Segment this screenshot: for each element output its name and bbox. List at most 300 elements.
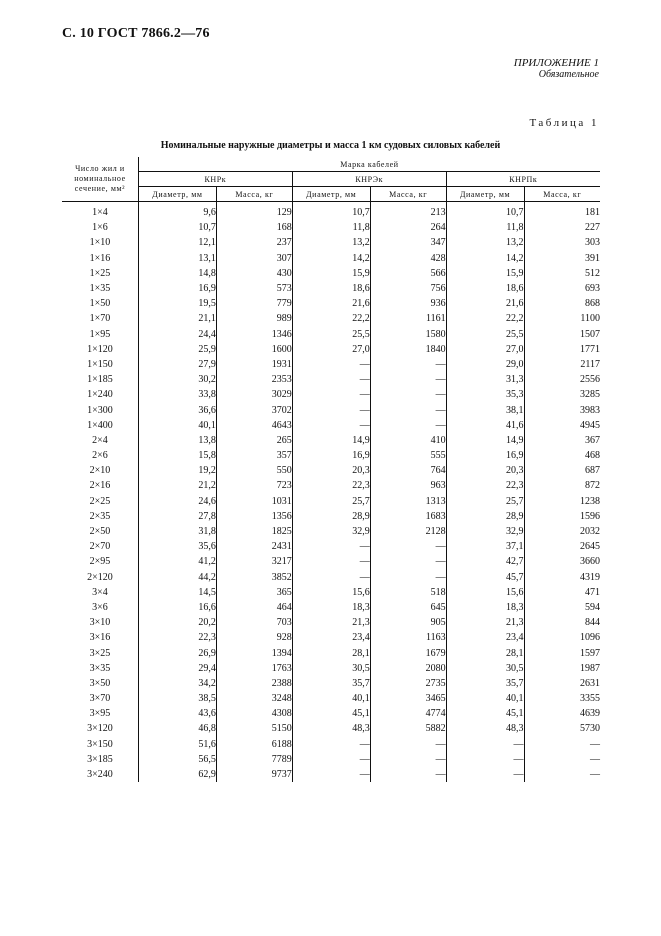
cell-knrek-mass: — — [370, 767, 446, 782]
cell-knrpk-diameter: 21,3 — [446, 615, 524, 630]
header-brand-group: Марка кабелей — [138, 157, 600, 172]
cell-knrk-diameter: 14,8 — [138, 266, 216, 281]
cell-knrek-mass: — — [370, 357, 446, 372]
cell-section: 3×95 — [89, 708, 111, 720]
cell-knrek-mass: 2128 — [370, 524, 446, 539]
cell-knrk-diameter: 22,3 — [138, 630, 216, 645]
cell-knrk-mass: 3029 — [216, 387, 292, 402]
cell-knrk-mass: 550 — [216, 463, 292, 478]
cell-knrek-mass: — — [370, 737, 446, 752]
header-brand-knrek: КНРЭк — [292, 172, 446, 187]
cell-knrpk-mass: 1771 — [524, 342, 600, 357]
cell-knrek-diameter: 25,5 — [292, 327, 370, 342]
table-row — [62, 433, 600, 448]
table-row — [62, 387, 600, 402]
cell-section: 1×185 — [87, 374, 113, 386]
table-row — [62, 220, 600, 235]
cell-knrpk-mass: 227 — [524, 220, 600, 235]
cell-knrpk-diameter: 18,6 — [446, 281, 524, 296]
cell-knrk-mass: 365 — [216, 585, 292, 600]
cell-knrpk-mass: 868 — [524, 296, 600, 311]
cell-knrpk-mass: — — [524, 752, 600, 767]
cell-knrk-diameter: 27,8 — [138, 509, 216, 524]
cell-section: 1×95 — [89, 328, 111, 340]
table-body — [62, 202, 600, 783]
header-diameter: Диаметр, мм — [138, 187, 216, 202]
table-row — [62, 539, 600, 554]
appendix-subtitle: Обязательное — [538, 69, 599, 80]
cell-knrek-diameter: — — [292, 372, 370, 387]
cell-knrk-diameter: 15,8 — [138, 448, 216, 463]
cell-knrek-mass: 756 — [370, 281, 446, 296]
cell-knrpk-mass: — — [524, 737, 600, 752]
table-row — [62, 767, 600, 782]
table-row — [62, 661, 600, 676]
cell-knrpk-mass: 594 — [524, 600, 600, 615]
cell-knrpk-mass: 2556 — [524, 372, 600, 387]
cell-knrek-mass: — — [370, 539, 446, 554]
cell-knrpk-mass: 1987 — [524, 661, 600, 676]
table-row — [62, 615, 600, 630]
cell-knrek-mass: 1161 — [370, 311, 446, 326]
cell-knrk-diameter: 38,5 — [138, 691, 216, 706]
cell-section: 1×150 — [87, 358, 113, 370]
cell-knrk-diameter: 40,1 — [138, 418, 216, 433]
header-diameter: Диаметр, мм — [446, 187, 524, 202]
cell-knrpk-mass: 1507 — [524, 327, 600, 342]
table-row — [62, 752, 600, 767]
cell-knrpk-diameter: 14,2 — [446, 251, 524, 266]
cell-section: 3×35 — [89, 662, 111, 674]
table-row — [62, 235, 600, 250]
table-row — [62, 296, 600, 311]
cell-knrek-mass: 1313 — [370, 494, 446, 509]
cell-knrpk-diameter: 38,1 — [446, 402, 524, 417]
cell-knrek-diameter: 45,1 — [292, 706, 370, 721]
cell-knrek-diameter: — — [292, 357, 370, 372]
cell-knrk-mass: 1346 — [216, 327, 292, 342]
cell-knrek-diameter: 20,3 — [292, 463, 370, 478]
cell-section: 1×25 — [89, 267, 111, 279]
table-row — [62, 570, 600, 585]
cell-knrk-mass: 1356 — [216, 509, 292, 524]
cell-knrek-diameter: 40,1 — [292, 691, 370, 706]
cell-knrpk-diameter: 45,1 — [446, 706, 524, 721]
cell-section: 3×150 — [87, 738, 113, 750]
cell-section: 1×120 — [87, 343, 113, 355]
table-row — [62, 630, 600, 645]
cell-section: 2×10 — [89, 465, 111, 477]
cell-knrk-mass: 1600 — [216, 342, 292, 357]
table-row — [62, 448, 600, 463]
cell-knrpk-mass: 4319 — [524, 570, 600, 585]
cell-knrk-mass: 2388 — [216, 676, 292, 691]
cell-section: 2×25 — [89, 495, 111, 507]
table-row — [62, 202, 600, 221]
cell-knrpk-diameter: 25,7 — [446, 494, 524, 509]
header-brand-knrk: КНРк — [138, 172, 292, 187]
cell-knrk-mass: 3217 — [216, 554, 292, 569]
cell-section: 1×300 — [87, 404, 113, 416]
table-row — [62, 554, 600, 569]
cell-knrpk-mass: 693 — [524, 281, 600, 296]
cell-knrek-diameter: — — [292, 418, 370, 433]
cell-knrek-diameter: — — [292, 570, 370, 585]
cell-knrek-mass: — — [370, 402, 446, 417]
cell-knrek-mass: 936 — [370, 296, 446, 311]
cell-knrek-diameter: 21,6 — [292, 296, 370, 311]
cell-knrk-diameter: 31,8 — [138, 524, 216, 539]
cell-knrpk-diameter: 28,1 — [446, 645, 524, 660]
cell-knrk-mass: 3702 — [216, 402, 292, 417]
cell-knrk-mass: 4643 — [216, 418, 292, 433]
table-row — [62, 721, 600, 736]
cell-knrek-mass: 264 — [370, 220, 446, 235]
cell-section: 3×10 — [89, 617, 111, 629]
cell-knrk-mass: 5150 — [216, 721, 292, 736]
cell-knrpk-diameter: 41,6 — [446, 418, 524, 433]
table-row — [62, 737, 600, 752]
cell-section: 2×35 — [89, 510, 111, 522]
cell-knrek-mass: 1840 — [370, 342, 446, 357]
cell-knrpk-diameter: 29,0 — [446, 357, 524, 372]
table-title: Номинальные наружные диаметры и масса 1 км судовых силовых кабелей — [160, 140, 501, 151]
cell-knrpk-diameter: 25,5 — [446, 327, 524, 342]
cell-knrek-diameter: 32,9 — [292, 524, 370, 539]
cell-knrk-diameter: 13,8 — [138, 433, 216, 448]
cell-knrk-diameter: 44,2 — [138, 570, 216, 585]
cell-knrk-mass: 265 — [216, 433, 292, 448]
cell-knrk-mass: 779 — [216, 296, 292, 311]
table-row — [62, 478, 600, 493]
cell-knrpk-diameter: 18,3 — [446, 600, 524, 615]
cell-knrpk-mass: 844 — [524, 615, 600, 630]
cell-section: 3×70 — [89, 693, 111, 705]
cell-knrk-diameter: 46,8 — [138, 721, 216, 736]
cell-knrek-diameter: — — [292, 387, 370, 402]
cell-knrek-mass: — — [370, 752, 446, 767]
header-mass: Масса, кг — [524, 187, 600, 202]
cell-knrk-mass: 357 — [216, 448, 292, 463]
cell-knrk-mass: 9737 — [216, 767, 292, 782]
cell-knrk-diameter: 43,6 — [138, 706, 216, 721]
cell-knrk-diameter: 26,9 — [138, 645, 216, 660]
cell-knrk-diameter: 14,5 — [138, 585, 216, 600]
cell-knrek-diameter: — — [292, 752, 370, 767]
cell-knrpk-mass: 1238 — [524, 494, 600, 509]
cell-knrpk-mass: 2032 — [524, 524, 600, 539]
header-mass: Масса, кг — [370, 187, 446, 202]
cell-knrpk-mass: 471 — [524, 585, 600, 600]
cell-knrek-mass: 428 — [370, 251, 446, 266]
cell-section: 1×50 — [89, 298, 111, 310]
table-row — [62, 691, 600, 706]
appendix-title: ПРИЛОЖЕНИЕ 1 — [513, 57, 599, 69]
table-row — [62, 509, 600, 524]
table-row — [62, 342, 600, 357]
cell-knrk-mass: 2431 — [216, 539, 292, 554]
cell-knrpk-mass: 1100 — [524, 311, 600, 326]
cell-section: 1×4 — [92, 207, 108, 219]
cell-knrk-diameter: 21,2 — [138, 478, 216, 493]
cell-knrpk-diameter: 30,5 — [446, 661, 524, 676]
cell-knrpk-mass: 3355 — [524, 691, 600, 706]
cell-knrek-diameter: — — [292, 554, 370, 569]
cell-knrpk-diameter: 22,3 — [446, 478, 524, 493]
table-row — [62, 706, 600, 721]
table-row — [62, 251, 600, 266]
cell-knrpk-mass: 4945 — [524, 418, 600, 433]
cell-knrek-mass: 566 — [370, 266, 446, 281]
table-row — [62, 327, 600, 342]
header-diameter: Диаметр, мм — [292, 187, 370, 202]
cell-knrek-mass: — — [370, 387, 446, 402]
cell-knrk-mass: 573 — [216, 281, 292, 296]
cell-knrk-diameter: 21,1 — [138, 311, 216, 326]
cell-section: 2×6 — [92, 450, 108, 462]
cell-section: 2×50 — [89, 526, 111, 538]
cell-knrek-diameter: — — [292, 737, 370, 752]
cell-knrpk-diameter: 20,3 — [446, 463, 524, 478]
cell-knrek-diameter: — — [292, 402, 370, 417]
cell-knrek-mass: 764 — [370, 463, 446, 478]
cell-knrk-mass: 168 — [216, 220, 292, 235]
cell-knrk-diameter: 62,9 — [138, 767, 216, 782]
cell-section: 3×25 — [89, 647, 111, 659]
table-row — [62, 463, 600, 478]
table-row — [62, 281, 600, 296]
cell-knrk-mass: 237 — [216, 235, 292, 250]
table-row — [62, 372, 600, 387]
cell-knrpk-mass: 512 — [524, 266, 600, 281]
cell-knrpk-mass: 1096 — [524, 630, 600, 645]
table-row — [62, 266, 600, 281]
cell-knrk-mass: 129 — [216, 202, 292, 221]
cell-knrek-mass: 213 — [370, 202, 446, 221]
cell-knrk-diameter: 29,4 — [138, 661, 216, 676]
cell-knrek-diameter: 27,0 — [292, 342, 370, 357]
cell-knrek-mass: 347 — [370, 235, 446, 250]
cell-section: 1×70 — [89, 313, 111, 325]
table-row — [62, 600, 600, 615]
cell-knrek-diameter: 30,5 — [292, 661, 370, 676]
cell-section: 3×6 — [92, 601, 108, 613]
cell-section: 1×35 — [89, 283, 111, 295]
cell-knrek-mass: 410 — [370, 433, 446, 448]
cell-section: 2×120 — [87, 571, 113, 583]
page-header: С. 10 ГОСТ 7866.2—76 — [62, 26, 210, 41]
cell-section: 2×95 — [89, 556, 111, 568]
cell-knrk-mass: 2353 — [216, 372, 292, 387]
cell-section: 1×240 — [87, 389, 113, 401]
table-row — [62, 585, 600, 600]
cell-knrk-mass: 4308 — [216, 706, 292, 721]
cell-section: 1×16 — [89, 252, 111, 264]
cell-knrek-mass: 905 — [370, 615, 446, 630]
cell-knrpk-mass: 3285 — [524, 387, 600, 402]
cell-knrpk-diameter: 22,2 — [446, 311, 524, 326]
cell-knrk-mass: 3248 — [216, 691, 292, 706]
cell-knrpk-mass: 367 — [524, 433, 600, 448]
cell-knrpk-diameter: 35,3 — [446, 387, 524, 402]
table-label: Таблица 1 — [529, 117, 599, 129]
cell-section: 3×50 — [89, 677, 111, 689]
cell-knrek-mass: — — [370, 554, 446, 569]
cell-knrpk-mass: 687 — [524, 463, 600, 478]
cell-knrk-diameter: 13,1 — [138, 251, 216, 266]
cell-knrek-mass: 1683 — [370, 509, 446, 524]
cell-knrek-diameter: 15,6 — [292, 585, 370, 600]
cell-section: 3×16 — [89, 632, 111, 644]
cell-knrpk-mass: 2631 — [524, 676, 600, 691]
cell-knrk-mass: 989 — [216, 311, 292, 326]
cell-knrk-diameter: 16,9 — [138, 281, 216, 296]
cell-knrpk-diameter: 37,1 — [446, 539, 524, 554]
header-brand-knrpk: КНРПк — [446, 172, 600, 187]
cell-knrk-diameter: 56,5 — [138, 752, 216, 767]
cell-section: 3×240 — [87, 769, 113, 781]
cell-knrk-diameter: 36,6 — [138, 402, 216, 417]
cell-knrpk-mass: — — [524, 767, 600, 782]
cell-knrpk-mass: 303 — [524, 235, 600, 250]
cell-knrek-diameter: 28,9 — [292, 509, 370, 524]
cell-knrk-diameter: 10,7 — [138, 220, 216, 235]
cell-knrk-mass: 1931 — [216, 357, 292, 372]
cell-knrk-mass: 1394 — [216, 645, 292, 660]
table-row — [62, 524, 600, 539]
cell-knrek-mass: 1679 — [370, 645, 446, 660]
cell-knrpk-mass: 2117 — [524, 357, 600, 372]
cell-knrk-mass: 7789 — [216, 752, 292, 767]
cell-knrek-diameter: 13,2 — [292, 235, 370, 250]
cell-knrpk-diameter: 40,1 — [446, 691, 524, 706]
cell-knrek-diameter: 10,7 — [292, 202, 370, 221]
cell-knrek-diameter: 21,3 — [292, 615, 370, 630]
cell-section: 3×4 — [92, 586, 108, 598]
cell-knrpk-diameter: 14,9 — [446, 433, 524, 448]
cell-knrek-diameter: 11,8 — [292, 220, 370, 235]
cell-knrpk-diameter: 48,3 — [446, 721, 524, 736]
header-mass: Масса, кг — [216, 187, 292, 202]
cell-knrpk-diameter: — — [446, 737, 524, 752]
cell-knrk-mass: 928 — [216, 630, 292, 645]
cell-knrk-diameter: 9,6 — [138, 202, 216, 221]
cell-knrpk-diameter: 23,4 — [446, 630, 524, 645]
cell-knrek-mass: 2080 — [370, 661, 446, 676]
cell-knrpk-diameter: 16,9 — [446, 448, 524, 463]
table-row — [62, 357, 600, 372]
cell-knrk-mass: 464 — [216, 600, 292, 615]
cell-knrk-diameter: 24,4 — [138, 327, 216, 342]
cell-knrk-diameter: 12,1 — [138, 235, 216, 250]
header-section: Число жил и номинальное сечение, мм² — [62, 157, 138, 202]
table-row — [62, 311, 600, 326]
cell-knrek-diameter: 14,2 — [292, 251, 370, 266]
cell-knrpk-diameter: 42,7 — [446, 554, 524, 569]
appendix-block — [514, 57, 599, 81]
cell-knrek-mass: 963 — [370, 478, 446, 493]
cell-knrk-mass: 1031 — [216, 494, 292, 509]
cell-knrk-mass: 6188 — [216, 737, 292, 752]
table-row — [62, 418, 600, 433]
cell-knrek-mass: — — [370, 372, 446, 387]
cell-knrek-mass: 645 — [370, 600, 446, 615]
cable-data-table — [62, 157, 600, 782]
cell-knrk-mass: 3852 — [216, 570, 292, 585]
cell-knrek-diameter: 35,7 — [292, 676, 370, 691]
cell-section: 1×10 — [89, 237, 111, 249]
cell-section: 2×70 — [89, 541, 111, 553]
cell-knrpk-diameter: 28,9 — [446, 509, 524, 524]
cell-knrek-diameter: 18,6 — [292, 281, 370, 296]
cell-knrek-mass: 4774 — [370, 706, 446, 721]
cell-knrek-diameter: — — [292, 539, 370, 554]
cell-knrpk-diameter: 32,9 — [446, 524, 524, 539]
cell-knrek-mass: 3465 — [370, 691, 446, 706]
cell-knrek-diameter: 22,3 — [292, 478, 370, 493]
cell-knrek-diameter: 18,3 — [292, 600, 370, 615]
cell-knrpk-diameter: 13,2 — [446, 235, 524, 250]
cell-knrk-diameter: 35,6 — [138, 539, 216, 554]
cell-knrek-diameter: 23,4 — [292, 630, 370, 645]
cell-knrpk-mass: 468 — [524, 448, 600, 463]
cell-knrpk-diameter: 31,3 — [446, 372, 524, 387]
cell-knrek-mass: — — [370, 570, 446, 585]
cell-knrk-diameter: 24,6 — [138, 494, 216, 509]
cell-knrk-mass: 703 — [216, 615, 292, 630]
cell-knrpk-diameter: — — [446, 767, 524, 782]
cell-knrpk-mass: 1596 — [524, 509, 600, 524]
cell-knrpk-diameter: 15,6 — [446, 585, 524, 600]
cell-knrk-diameter: 34,2 — [138, 676, 216, 691]
cell-knrek-diameter: 22,2 — [292, 311, 370, 326]
cell-knrk-mass: 723 — [216, 478, 292, 493]
cell-section: 3×120 — [87, 723, 113, 735]
cell-knrpk-mass: 5730 — [524, 721, 600, 736]
cell-knrk-mass: 430 — [216, 266, 292, 281]
cell-knrek-diameter: 14,9 — [292, 433, 370, 448]
cell-knrek-diameter: 16,9 — [292, 448, 370, 463]
table-row — [62, 494, 600, 509]
cell-knrek-diameter: 48,3 — [292, 721, 370, 736]
cell-knrek-diameter: 28,1 — [292, 645, 370, 660]
cell-knrpk-mass: 4639 — [524, 706, 600, 721]
cell-knrek-mass: — — [370, 418, 446, 433]
cell-knrek-mass: 1580 — [370, 327, 446, 342]
cell-knrpk-diameter: 21,6 — [446, 296, 524, 311]
cell-section: 1×400 — [87, 419, 113, 431]
cell-knrek-mass: 2735 — [370, 676, 446, 691]
cell-knrek-mass: 518 — [370, 585, 446, 600]
cell-knrek-mass: 1163 — [370, 630, 446, 645]
cell-knrk-diameter: 20,2 — [138, 615, 216, 630]
cell-section: 2×16 — [89, 480, 111, 492]
cell-knrek-diameter: 15,9 — [292, 266, 370, 281]
cell-knrpk-mass: 3983 — [524, 402, 600, 417]
cell-knrk-diameter: 25,9 — [138, 342, 216, 357]
cell-knrpk-diameter: 15,9 — [446, 266, 524, 281]
cell-knrk-mass: 1763 — [216, 661, 292, 676]
cell-section: 2×4 — [92, 434, 108, 446]
cell-knrk-diameter: 51,6 — [138, 737, 216, 752]
cell-knrek-diameter: — — [292, 767, 370, 782]
cell-knrpk-mass: 2645 — [524, 539, 600, 554]
cell-knrpk-diameter: — — [446, 752, 524, 767]
cell-knrk-mass: 1825 — [216, 524, 292, 539]
cell-knrek-mass: 5882 — [370, 721, 446, 736]
cell-knrpk-mass: 391 — [524, 251, 600, 266]
table-row — [62, 676, 600, 691]
